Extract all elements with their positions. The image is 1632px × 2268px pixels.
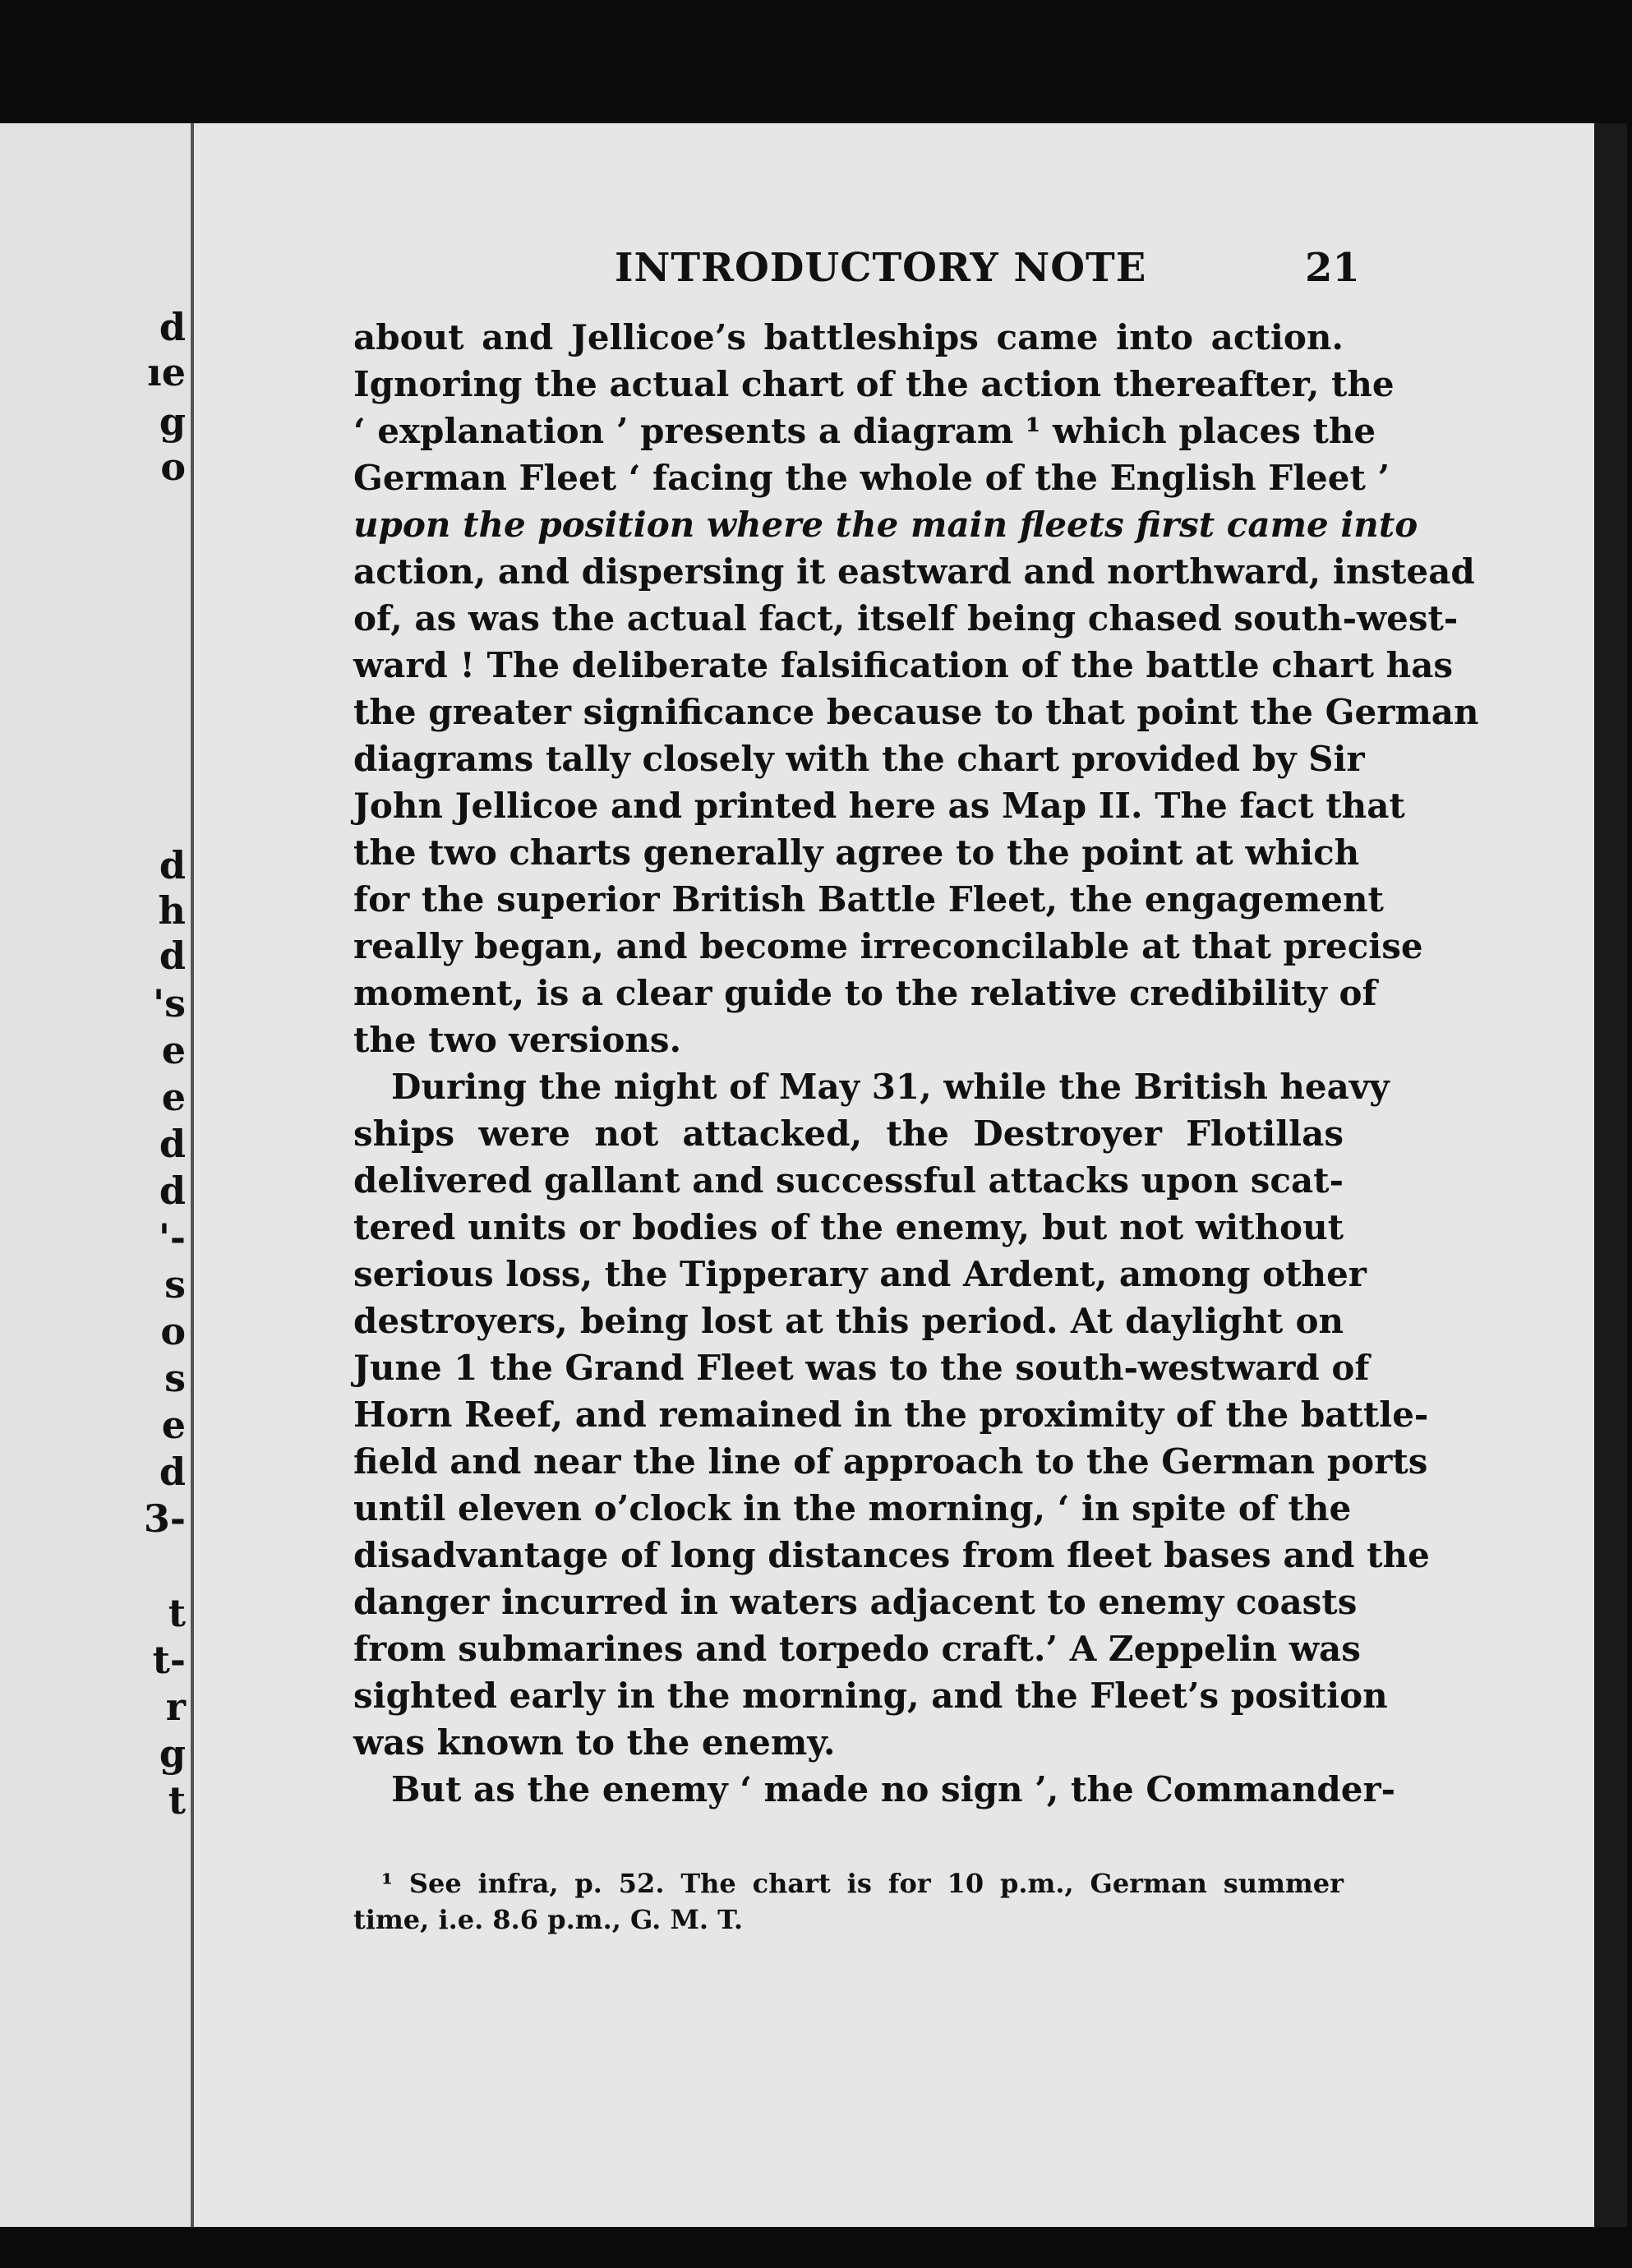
footnote (353, 1865, 1344, 1938)
book-edge (1594, 123, 1627, 2227)
left-fragment: o (160, 1309, 186, 1353)
footnote-line: time, i.e. 8.6 p.m., G. M. T. (353, 1904, 743, 1935)
right-page (194, 123, 1616, 2227)
page-number: 21 (1305, 245, 1360, 291)
left-fragment: s (164, 1262, 186, 1307)
body-text (353, 314, 1479, 1813)
left-fragment: d (159, 843, 186, 887)
left-fragment: t (168, 1778, 186, 1823)
text-line: disadvantage of long distances from fleet bases and the (353, 1535, 1430, 1575)
text-line: danger incurred in waters adjacent to enemy coasts (353, 1582, 1358, 1622)
text-line: action, and dispersing it eastward and northward, instead (353, 551, 1475, 592)
left-fragment: t- (152, 1638, 186, 1682)
left-fragment: h (158, 888, 186, 933)
text-line: ward ! The deliberate falsification of the battle chart has (353, 645, 1454, 685)
text-line: But as the enemy ‘ made no sign ’, the Commander- (391, 1769, 1396, 1809)
text-line: about and Jellicoe’s battleships came into action. (353, 317, 1344, 357)
text-line: sighted early in the morning, and the Fleet’s position (353, 1676, 1388, 1716)
text-line: June 1 the Grand Fleet was to the south-westward of (353, 1348, 1370, 1388)
left-fragment: s (164, 1356, 186, 1400)
text-line: field and near the line of approach to the German ports (353, 1441, 1428, 1482)
text-line: really began, and become irreconcilable at that precise (353, 926, 1423, 966)
left-fragment: g (159, 399, 186, 444)
text-line: tered units or bodies of the enemy, but not without (353, 1207, 1344, 1247)
text-line: During the night of May 31, while the British heavy (391, 1067, 1390, 1107)
text-line: moment, is a clear guide to the relative credibility of (353, 973, 1377, 1013)
text-line: ‘ explanation ’ presents a diagram ¹ which places the (353, 411, 1376, 451)
text-line: diagrams tally closely with the chart provided by Sir (353, 739, 1365, 779)
footnote-line: ¹ See infra, p. 52. The chart is for 10 p.m., German summer (381, 1868, 1344, 1899)
text-line: from submarines and torpedo craft.’ A Zeppelin was (353, 1629, 1361, 1669)
running-head-title: INTRODUCTORY NOTE (615, 245, 1147, 291)
text-line: of, as was the actual fact, itself being chased south-west- (353, 598, 1459, 638)
left-fragment: '- (158, 1215, 186, 1260)
left-fragment: e (161, 1028, 186, 1072)
left-fragment: d (159, 1122, 186, 1166)
text-line: the two charts generally agree to the point at which (353, 832, 1360, 873)
text-line: Ignoring the actual chart of the action thereafter, the (353, 364, 1395, 404)
text-line: delivered gallant and successful attacks upon scat- (353, 1160, 1344, 1201)
text-line (353, 501, 1418, 548)
left-fragment: r (165, 1685, 186, 1729)
left-fragment: e (161, 1403, 186, 1447)
text-line: Horn Reef, and remained in the proximity of the battle- (353, 1394, 1429, 1435)
text-line: John Jellicoe and printed here as Map II. The fact that (353, 786, 1405, 826)
text-line: for the superior British Battle Fleet, the engagement (353, 879, 1384, 920)
text-line: serious loss, the Tipperary and Ardent, among other (353, 1254, 1367, 1294)
text-line: until eleven o’clock in the morning, ‘ in spite of the (353, 1488, 1352, 1528)
text-line: ships were not attacked, the Destroyer Flotillas (353, 1113, 1344, 1154)
text-line: was known to the enemy. (353, 1722, 836, 1763)
left-fragment: d (159, 1450, 186, 1494)
italic-text: upon the position where the main fleets first came into (353, 505, 1418, 545)
left-fragment: d (159, 933, 186, 978)
left-page-margin (0, 123, 192, 2227)
left-fragment: d (159, 1169, 186, 1213)
text-line: the greater significance because to that point the German (353, 692, 1479, 732)
running-head (194, 238, 1616, 296)
text-line: the two versions. (353, 1020, 682, 1060)
left-fragment: d (159, 305, 186, 349)
left-fragment: 's (153, 981, 186, 1026)
text-line: destroyers, being lost at this period. At daylight on (353, 1301, 1344, 1341)
left-fragment: g (159, 1731, 186, 1776)
left-fragment: 3- (143, 1496, 186, 1541)
left-fragment: e (161, 1075, 186, 1119)
left-fragment: t (168, 1591, 186, 1635)
left-fragment: ıe (147, 350, 186, 394)
text-line: German Fleet ‘ facing the whole of the English Fleet ’ (353, 458, 1390, 498)
left-fragment: o (160, 445, 186, 489)
